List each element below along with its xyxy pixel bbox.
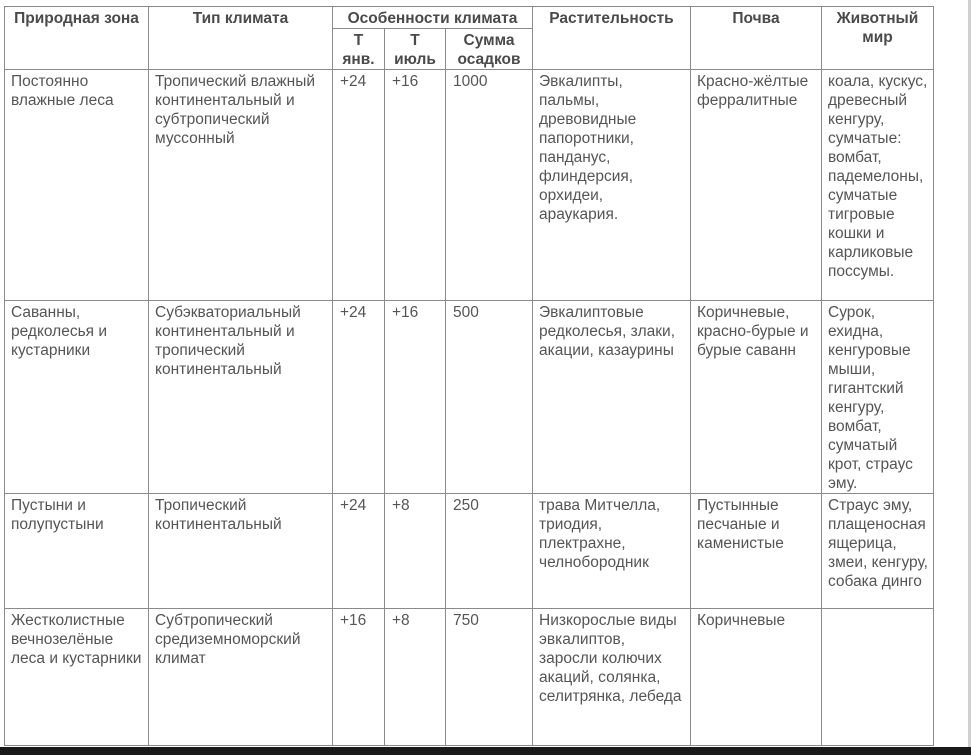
table-row	[5, 70, 934, 301]
fauna-cell: Страус эму, плащеносная ящерица, змеи, кенгуру, собака динго	[822, 494, 934, 609]
climate-cell: Субэкваториальный континентальный и тропический континентальный	[149, 301, 333, 494]
precip-cell: 750	[446, 609, 533, 746]
soil-cell: Красно-жёлтые ферралитные	[691, 70, 822, 301]
precip-cell: 250	[446, 494, 533, 609]
t-jan-cell: +24	[333, 301, 385, 494]
header-t-jul: Т июль	[385, 29, 446, 70]
vegetation-cell: Эвкалиптовые редколесья, злаки, акации, казаурины	[533, 301, 691, 494]
precip-cell: 500	[446, 301, 533, 494]
climate-cell: Субтропический средиземноморский климат	[149, 609, 333, 746]
t-jan-cell: +24	[333, 70, 385, 301]
climate-cell: Тропический влажный континентальный и субтропический муссонный	[149, 70, 333, 301]
vegetation-cell: Эвкалипты, пальмы, древовидные папоротники, панданус, флиндерсия, орхидеи, араукария.	[533, 70, 691, 301]
header-precip: Сумма осадков	[446, 29, 533, 70]
vegetation-cell: трава Митчелла, триодия, плектрахне, челнобородник	[533, 494, 691, 609]
t-jul-cell: +16	[385, 70, 446, 301]
soil-cell: Пустынные песчаные и каменистые	[691, 494, 822, 609]
table-row	[5, 301, 934, 494]
t-jan-cell: +24	[333, 494, 385, 609]
soil-cell: Коричневые	[691, 609, 822, 746]
header-t-jan: Т янв.	[333, 29, 385, 70]
t-jan-cell: +16	[333, 609, 385, 746]
climate-cell: Тропический континентальный	[149, 494, 333, 609]
header-zone: Природная зона	[5, 7, 149, 70]
zone-cell: Постоянно влажные леса	[5, 70, 149, 301]
precip-cell: 1000	[446, 70, 533, 301]
climate-zones-table	[4, 6, 934, 746]
header-climate-type: Тип климата	[149, 7, 333, 70]
table-row	[5, 609, 934, 746]
zone-cell: Саванны, редколесья и кустарники	[5, 301, 149, 494]
table-row	[5, 494, 934, 609]
t-jul-cell: +8	[385, 609, 446, 746]
fauna-cell: коала, кускус, древесный кенгуру, сумчатые: вомбат, падемелоны, сумчатые тигровые кошки и карликовые поссумы.	[822, 70, 934, 301]
soil-cell: Коричневые, красно-бурые и бурые саванн	[691, 301, 822, 494]
zone-cell: Пустыни и полупустыни	[5, 494, 149, 609]
t-jul-cell: +8	[385, 494, 446, 609]
vegetation-cell: Низкорослые виды эвкалиптов, заросли колючих акаций, солянка, селитрянка, лебеда	[533, 609, 691, 746]
header-climate-features: Особенности климата	[333, 7, 533, 29]
header-fauna: Животный мир	[822, 7, 934, 70]
zone-cell: Жестколистные вечнозелёные леса и кустарники	[5, 609, 149, 746]
t-jul-cell: +16	[385, 301, 446, 494]
header-vegetation: Растительность	[533, 7, 691, 70]
header-soil: Почва	[691, 7, 822, 70]
fauna-cell	[822, 609, 934, 746]
fauna-cell: Сурок, ехидна, кенгуровые мыши, гигантский кенгуру, вомбат, сумчатый крот, страус эму.	[822, 301, 934, 494]
header-row-top	[5, 7, 934, 29]
